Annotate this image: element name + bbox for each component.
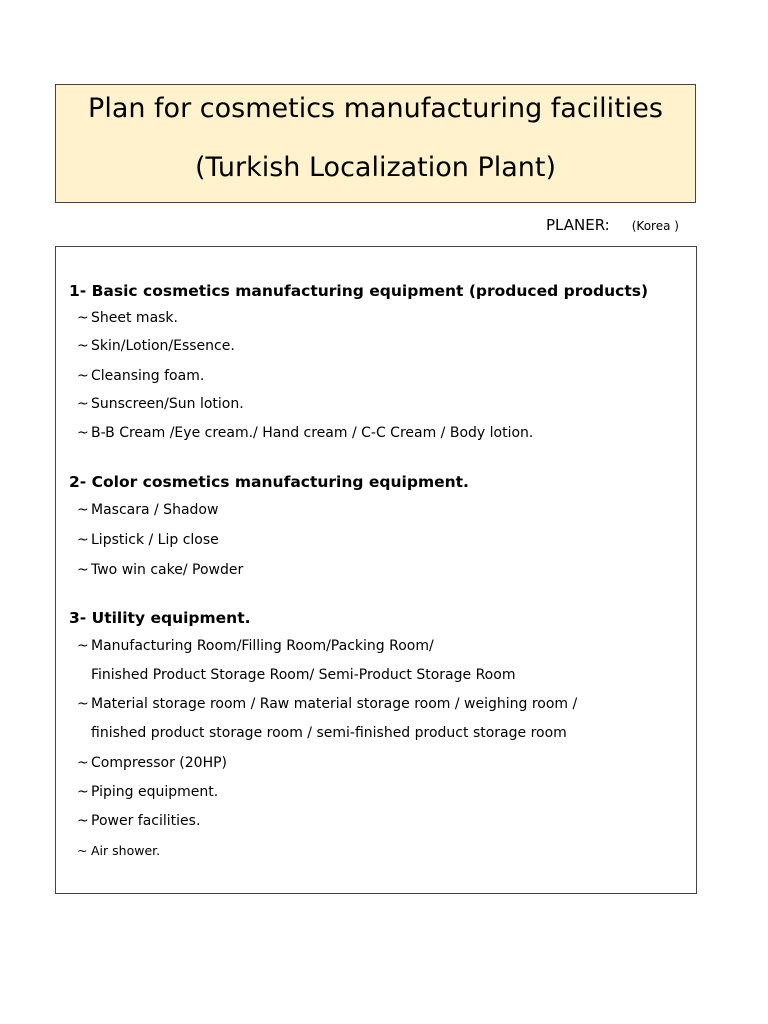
bullet-tilde: ~	[77, 843, 88, 858]
planer-label: PLANER:	[546, 216, 610, 234]
list-item-text: Mascara / Shadow	[91, 502, 219, 518]
list-item	[77, 531, 219, 549]
list-item-text: Lipstick / Lip close	[91, 532, 219, 548]
bullet-tilde: ~	[77, 532, 89, 548]
list-item-text: Two win cake/ Powder	[91, 562, 244, 578]
list-item-text: Sheet mask.	[91, 310, 178, 326]
bullet-tilde: ~	[77, 638, 89, 654]
list-item	[77, 367, 204, 385]
list-item-text: Manufacturing Room/Filling Room/Packing Room/	[91, 638, 434, 654]
content-box	[55, 246, 697, 894]
bullet-tilde: ~	[77, 396, 89, 412]
document-subtitle: (Turkish Localization Plant)	[194, 152, 557, 183]
list-item-text: Cleansing foam.	[91, 368, 205, 384]
list-item	[77, 337, 235, 355]
list-item	[77, 309, 178, 327]
bullet-tilde: ~	[77, 696, 89, 712]
list-item	[77, 783, 218, 801]
bullet-tilde: ~	[77, 813, 89, 829]
list-item	[77, 695, 577, 713]
list-item	[77, 424, 533, 442]
list-item-text: Power facilities.	[91, 813, 201, 829]
bullet-tilde: ~	[77, 425, 89, 441]
planer-country: (Korea )	[631, 219, 679, 233]
bullet-tilde: ~	[77, 310, 89, 326]
list-item-text: Compressor (20HP)	[91, 755, 227, 771]
list-item-text: B-B Cream /Eye cream./ Hand cream / C-C Cream / Body lotion.	[91, 425, 534, 441]
bullet-tilde: ~	[77, 562, 89, 578]
planer-line	[546, 216, 679, 234]
list-item	[77, 812, 200, 830]
bullet-tilde: ~	[77, 502, 89, 518]
list-item-text: Skin/Lotion/Essence.	[91, 338, 235, 354]
list-item-text: Air shower.	[91, 843, 161, 858]
list-item-text: Sunscreen/Sun lotion.	[91, 396, 244, 412]
list-item	[77, 561, 243, 579]
bullet-tilde: ~	[77, 755, 89, 771]
title-box	[55, 84, 696, 203]
section-heading-basic: 1- Basic cosmetics manufacturing equipment (produced products)	[69, 282, 649, 300]
list-item-text: Piping equipment.	[91, 784, 219, 800]
bullet-tilde: ~	[77, 338, 89, 354]
section-heading-utility: 3- Utility equipment.	[69, 609, 251, 627]
section-heading-color: 2- Color cosmetics manufacturing equipment.	[69, 473, 469, 491]
list-item	[77, 637, 434, 655]
document-title: Plan for cosmetics manufacturing facilities	[88, 93, 663, 124]
bullet-tilde: ~	[77, 784, 89, 800]
list-item-text: Material storage room / Raw material storage room / weighing room /	[91, 696, 578, 712]
list-item	[77, 501, 218, 519]
list-item	[77, 842, 160, 860]
list-item	[77, 754, 227, 772]
list-item-continuation: Finished Product Storage Room/ Semi-Product Storage Room	[91, 667, 516, 683]
bullet-tilde: ~	[77, 368, 89, 384]
list-item-continuation: finished product storage room / semi-finished product storage room	[91, 725, 567, 741]
list-item	[77, 395, 244, 413]
